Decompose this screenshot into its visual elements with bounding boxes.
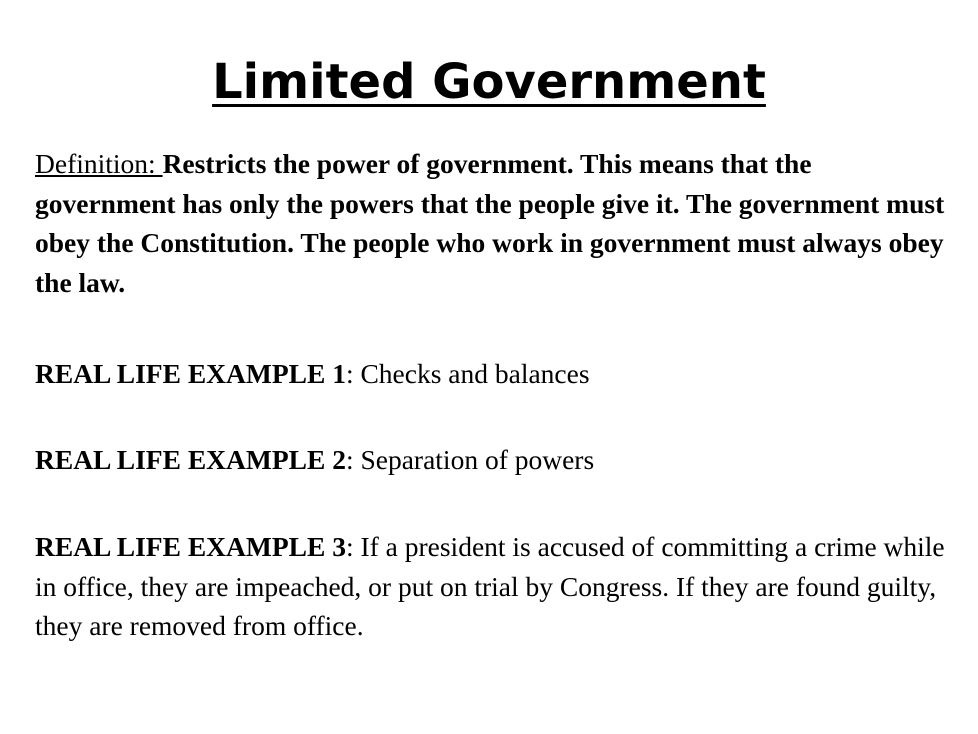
example-3-separator: : bbox=[345, 531, 361, 562]
example-2-label: REAL LIFE EXAMPLE 2 bbox=[35, 444, 346, 475]
definition-label: Definition: bbox=[35, 148, 163, 179]
example-1-paragraph bbox=[35, 354, 945, 394]
definition-paragraph bbox=[35, 144, 945, 302]
example-2-paragraph bbox=[35, 440, 945, 480]
slide-title bbox=[0, 50, 978, 114]
example-1-separator: : bbox=[345, 358, 361, 389]
definition-text: Restricts the power of government. This means that the government has only the powers that the people give it. The government must obey the Constitution. The people who work in government must always obey the law. bbox=[35, 148, 945, 298]
slide-title-text: Limited Government bbox=[212, 54, 766, 110]
example-3-paragraph bbox=[35, 527, 945, 646]
example-1-text: Checks and balances bbox=[360, 358, 590, 389]
example-3-label: REAL LIFE EXAMPLE 3 bbox=[35, 531, 346, 562]
example-3-text: If a president is accused of committing a crime while in office, they are impeached, or put on trial by Congress. If they are found guilty, they are removed from office. bbox=[35, 531, 945, 641]
example-1-label: REAL LIFE EXAMPLE 1 bbox=[35, 358, 346, 389]
example-2-separator: : bbox=[345, 444, 361, 475]
example-2-text: Separation of powers bbox=[360, 444, 595, 475]
